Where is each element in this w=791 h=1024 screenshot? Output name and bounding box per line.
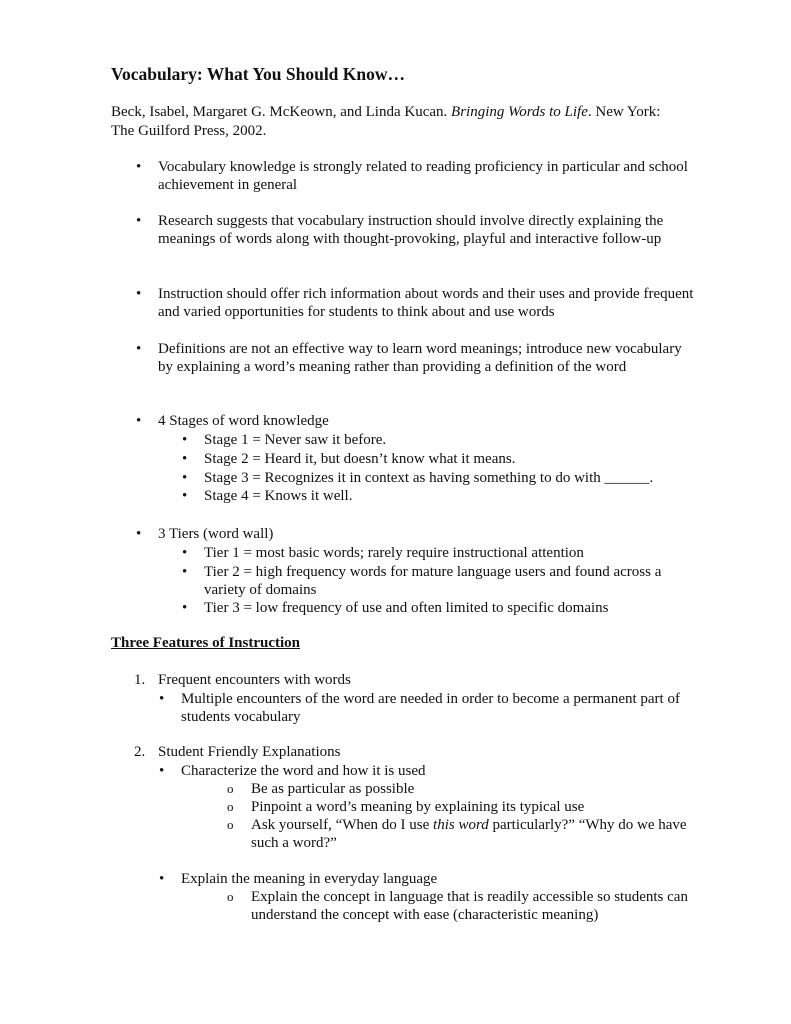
- stage-item: • Stage 2 = Heard it, but doesn’t know what it means.: [182, 451, 516, 467]
- stage-item: • Stage 3 = Recognizes it in context as having something to do with ______.: [182, 470, 654, 486]
- bullet-icon: •: [136, 413, 142, 429]
- citation-publisher: . New York: The Guilford Press, 2002.: [111, 104, 661, 139]
- bullet-item: • Definitions are not an effective way to learn word meanings; introduce new vocabulary by explaining a word’s meaning rather than providing a definition of the word: [136, 341, 682, 376]
- sub-item: o Ask yourself, “When do I use this word particularly?” “Why do we have such a word?”: [227, 817, 687, 852]
- stage-item: • Stage 1 = Never saw it before.: [182, 432, 387, 448]
- tier-item: • Tier 3 = low frequency of use and often limited to specific domains: [182, 600, 609, 616]
- bullet-item: • Multiple encounters of the word are needed in order to become a permanent part of students vocabulary: [159, 691, 680, 726]
- bullet-icon: •: [136, 213, 142, 229]
- bullet-icon: •: [136, 526, 142, 542]
- circle-bullet-icon: o: [227, 817, 234, 832]
- bullet-icon: •: [159, 691, 165, 707]
- bullet-icon: •: [136, 341, 142, 357]
- bullet-item: • Characterize the word and how it is used: [159, 763, 426, 779]
- bullet-item: • Vocabulary knowledge is strongly related to reading proficiency in particular and school achievement in general: [136, 159, 688, 194]
- bullet-icon: •: [159, 871, 165, 887]
- tier-item: • Tier 2 = high frequency words for mature language users and found across a variety of domains: [182, 564, 662, 599]
- bullet-icon: •: [159, 763, 165, 779]
- tier-item: • Tier 1 = most basic words; rarely require instructional attention: [182, 545, 584, 561]
- sub-item: o Explain the concept in language that is readily accessible so students can understand the concept with ease (characteristic meaning): [227, 889, 688, 924]
- bullet-item: • Research suggests that vocabulary instruction should involve directly explaining the meanings of words along with thought-provoking, playful and interactive follow-up: [136, 213, 664, 248]
- bullet-icon: •: [182, 432, 188, 448]
- stages-heading: • 4 Stages of word knowledge: [136, 413, 329, 429]
- stage-item: • Stage 4 = Knows it well.: [182, 488, 353, 504]
- circle-bullet-icon: o: [227, 781, 234, 796]
- bullet-item: • Instruction should offer rich information about words and their uses and provide frequent and varied opportunities for students to think about and use words: [136, 286, 694, 321]
- numbered-item: 2. Student Friendly Explanations: [134, 744, 341, 760]
- page-title: Vocabulary: What You Should Know…: [111, 64, 406, 84]
- bullet-icon: •: [182, 564, 188, 580]
- sub-item: o Pinpoint a word’s meaning by explaining its typical use: [227, 799, 585, 815]
- citation: [111, 103, 671, 140]
- item-number: 1.: [134, 672, 146, 688]
- bullet-icon: •: [182, 600, 188, 616]
- bullet-icon: •: [182, 488, 188, 504]
- bullet-icon: •: [182, 451, 188, 467]
- circle-bullet-icon: o: [227, 799, 234, 814]
- section-heading: Three Features of Instruction: [111, 635, 301, 651]
- bullet-item: • Explain the meaning in everyday language: [159, 871, 438, 887]
- item-number: 2.: [134, 744, 146, 760]
- bullet-icon: •: [136, 159, 142, 175]
- sub-item: o Be as particular as possible: [227, 781, 415, 797]
- bullet-icon: •: [136, 286, 142, 302]
- citation-book-title: Bringing Words to Life: [451, 104, 588, 120]
- circle-bullet-icon: o: [227, 889, 234, 904]
- tiers-heading: • 3 Tiers (word wall): [136, 526, 274, 542]
- numbered-item: 1. Frequent encounters with words: [134, 672, 351, 688]
- bullet-icon: •: [182, 545, 188, 561]
- citation-authors: Beck, Isabel, Margaret G. McKeown, and Linda Kucan.: [111, 104, 448, 120]
- bullet-icon: •: [182, 470, 188, 486]
